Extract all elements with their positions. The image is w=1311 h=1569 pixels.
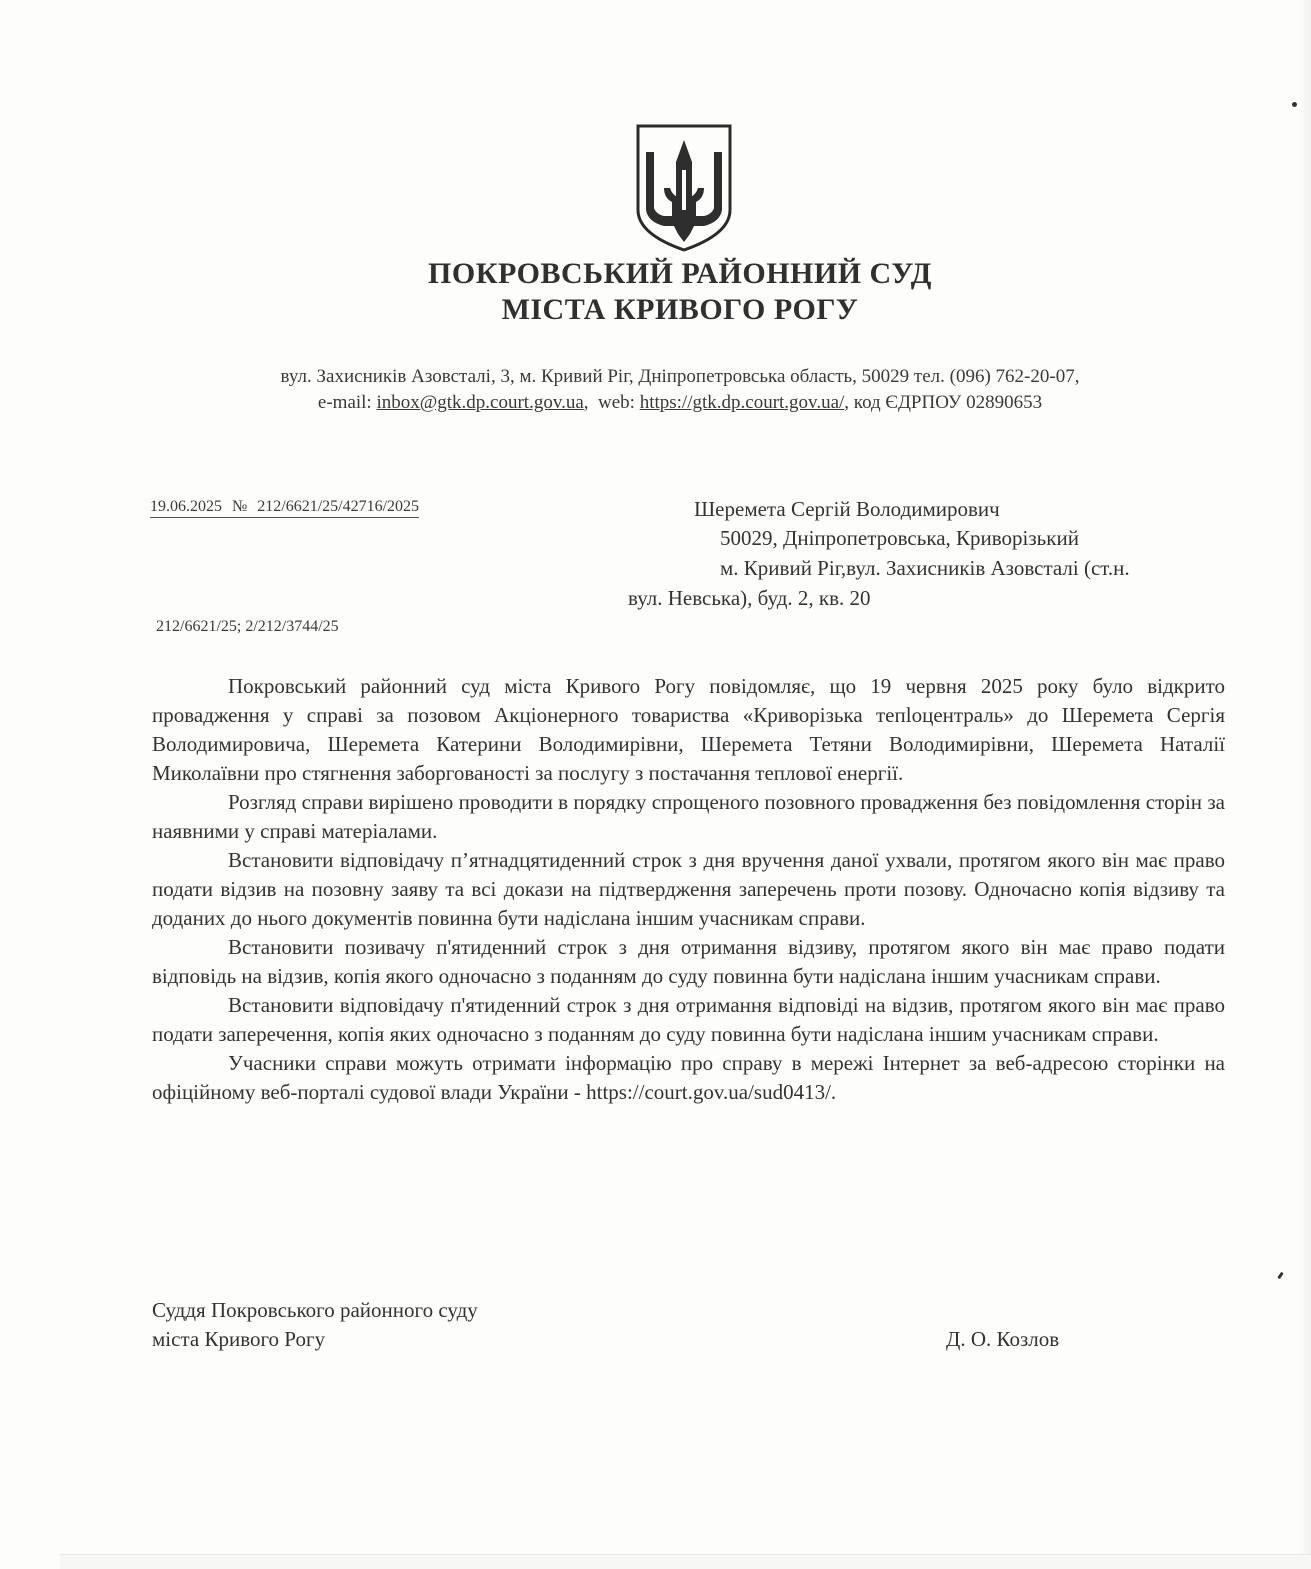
body-paragraph: Покровський районний суд міста Кривого Рогу повідомляє, що 19 червня 2025 року було відкрито провадження у справі за позовом Акціонерного товариства «Криворізька тепloцентраль» до Шеремета Сергія Володимировича, Шеремета Катерини Володимирівни, Шеремета Тетяни Володимирівни, Шеремета Наталії Миколаївни про стягнення заборгованості за послугу з постачання теплової енергії. [152,674,1225,785]
court-name-line-2: МІСТА КРИВОГО РОГУ [501,293,859,326]
body-paragraph: Встановити відповідачу п’ятнадцятиденний строк з дня вручення даної ухвали, протягом якого він має право подати відзив на позовну заяву та всі докази на підтвердження заперечень проти позову. Одночасно копія відзиву та доданих до нього документів повинна бути надіслана іншим учасникам справи. [152,848,1225,930]
outgoing-number-value: 212/6621/25/42716/2025 [257,498,420,515]
addressee-line-1: 50029, Дніпропетровська, Криворізький [720,526,1079,550]
addressee-line-3: вул. Невська), буд. 2, кв. 20 [628,586,871,610]
scan-speck [1292,102,1297,107]
email-link[interactable]: inbox@gtk.dp.court.gov.ua [376,392,584,413]
court-email-web-line: e-mail: inbox@gtk.dp.court.gov.ua, web: https://gtk.dp.court.gov.ua/, код ЄДРПОУ 02890653 [317,392,1043,413]
body-paragraph: Встановити відповідачу п'ятиденний строк з дня отримання відповіді на відзив, протягом якого він має право подати заперечення, копія яких одночасно з поданням до суду повинна бути надіслана іншим учасникам справи. [152,993,1225,1046]
signature-position [152,1296,478,1354]
web-link[interactable]: https://gtk.dp.court.gov.ua/ [639,392,845,413]
court-address: вул. Захисників Азовсталі, 3, м. Кривий Ріг, Дніпропетровська область, 50029 тел. (096) 762-20-07, [280,366,1080,387]
court-name [380,256,980,328]
edrpou-code: код ЄДРПОУ 02890653 [853,392,1043,413]
court-contacts [150,364,1210,416]
body-paragraph: Встановити позивачу п'ятиденний строк з дня отримання відзиву, протягом якого він має право подати відповідь на відзив, копія якого одночасно з поданням до суду повинна бути надіслана іншим учасникам справи. [152,935,1225,988]
addressee-name: Шеремета Сергій Володимирович [694,497,1000,521]
outgoing-number-label: № [232,498,248,515]
coat-of-arms-icon [634,122,734,254]
letter-body [152,672,1225,1107]
scan-speck [1277,1272,1283,1279]
addressee-line-2: м. Кривий Ріг,вул. Захисників Азовсталі (ст.н. [720,556,1130,580]
case-reference: 212/6621/25; 2/212/3744/25 [156,618,339,635]
outgoing-number [150,498,419,518]
outgoing-date: 19.06.2025 [150,498,222,515]
signature-position-line-1: Суддя Покровського районного суду [152,1298,478,1322]
judge-name: Д. О. Козлов [946,1327,1060,1351]
web-label: web: [598,392,635,413]
email-label: e-mail: [317,392,372,413]
body-paragraph: Розгляд справи вирішено проводити в порядку спрощеного позовного провадження без повідомлення сторін за наявними у справі матеріалами. [152,790,1225,843]
signature-position-line-2: міста Кривого Рогу [152,1327,326,1351]
body-paragraph: Учасники справи можуть отримати інформацію про справу в мережі Інтернет за веб-адресою сторінки на офіційному веб-порталі судової влади України - https://court.gov.ua/sud0413/. [152,1051,1225,1104]
scan-edge-bottom [60,1554,1311,1569]
scan-edge-right [1297,0,1311,1569]
court-name-line-1: ПОКРОВСЬКИЙ РАЙОННИЙ СУД [428,257,932,290]
